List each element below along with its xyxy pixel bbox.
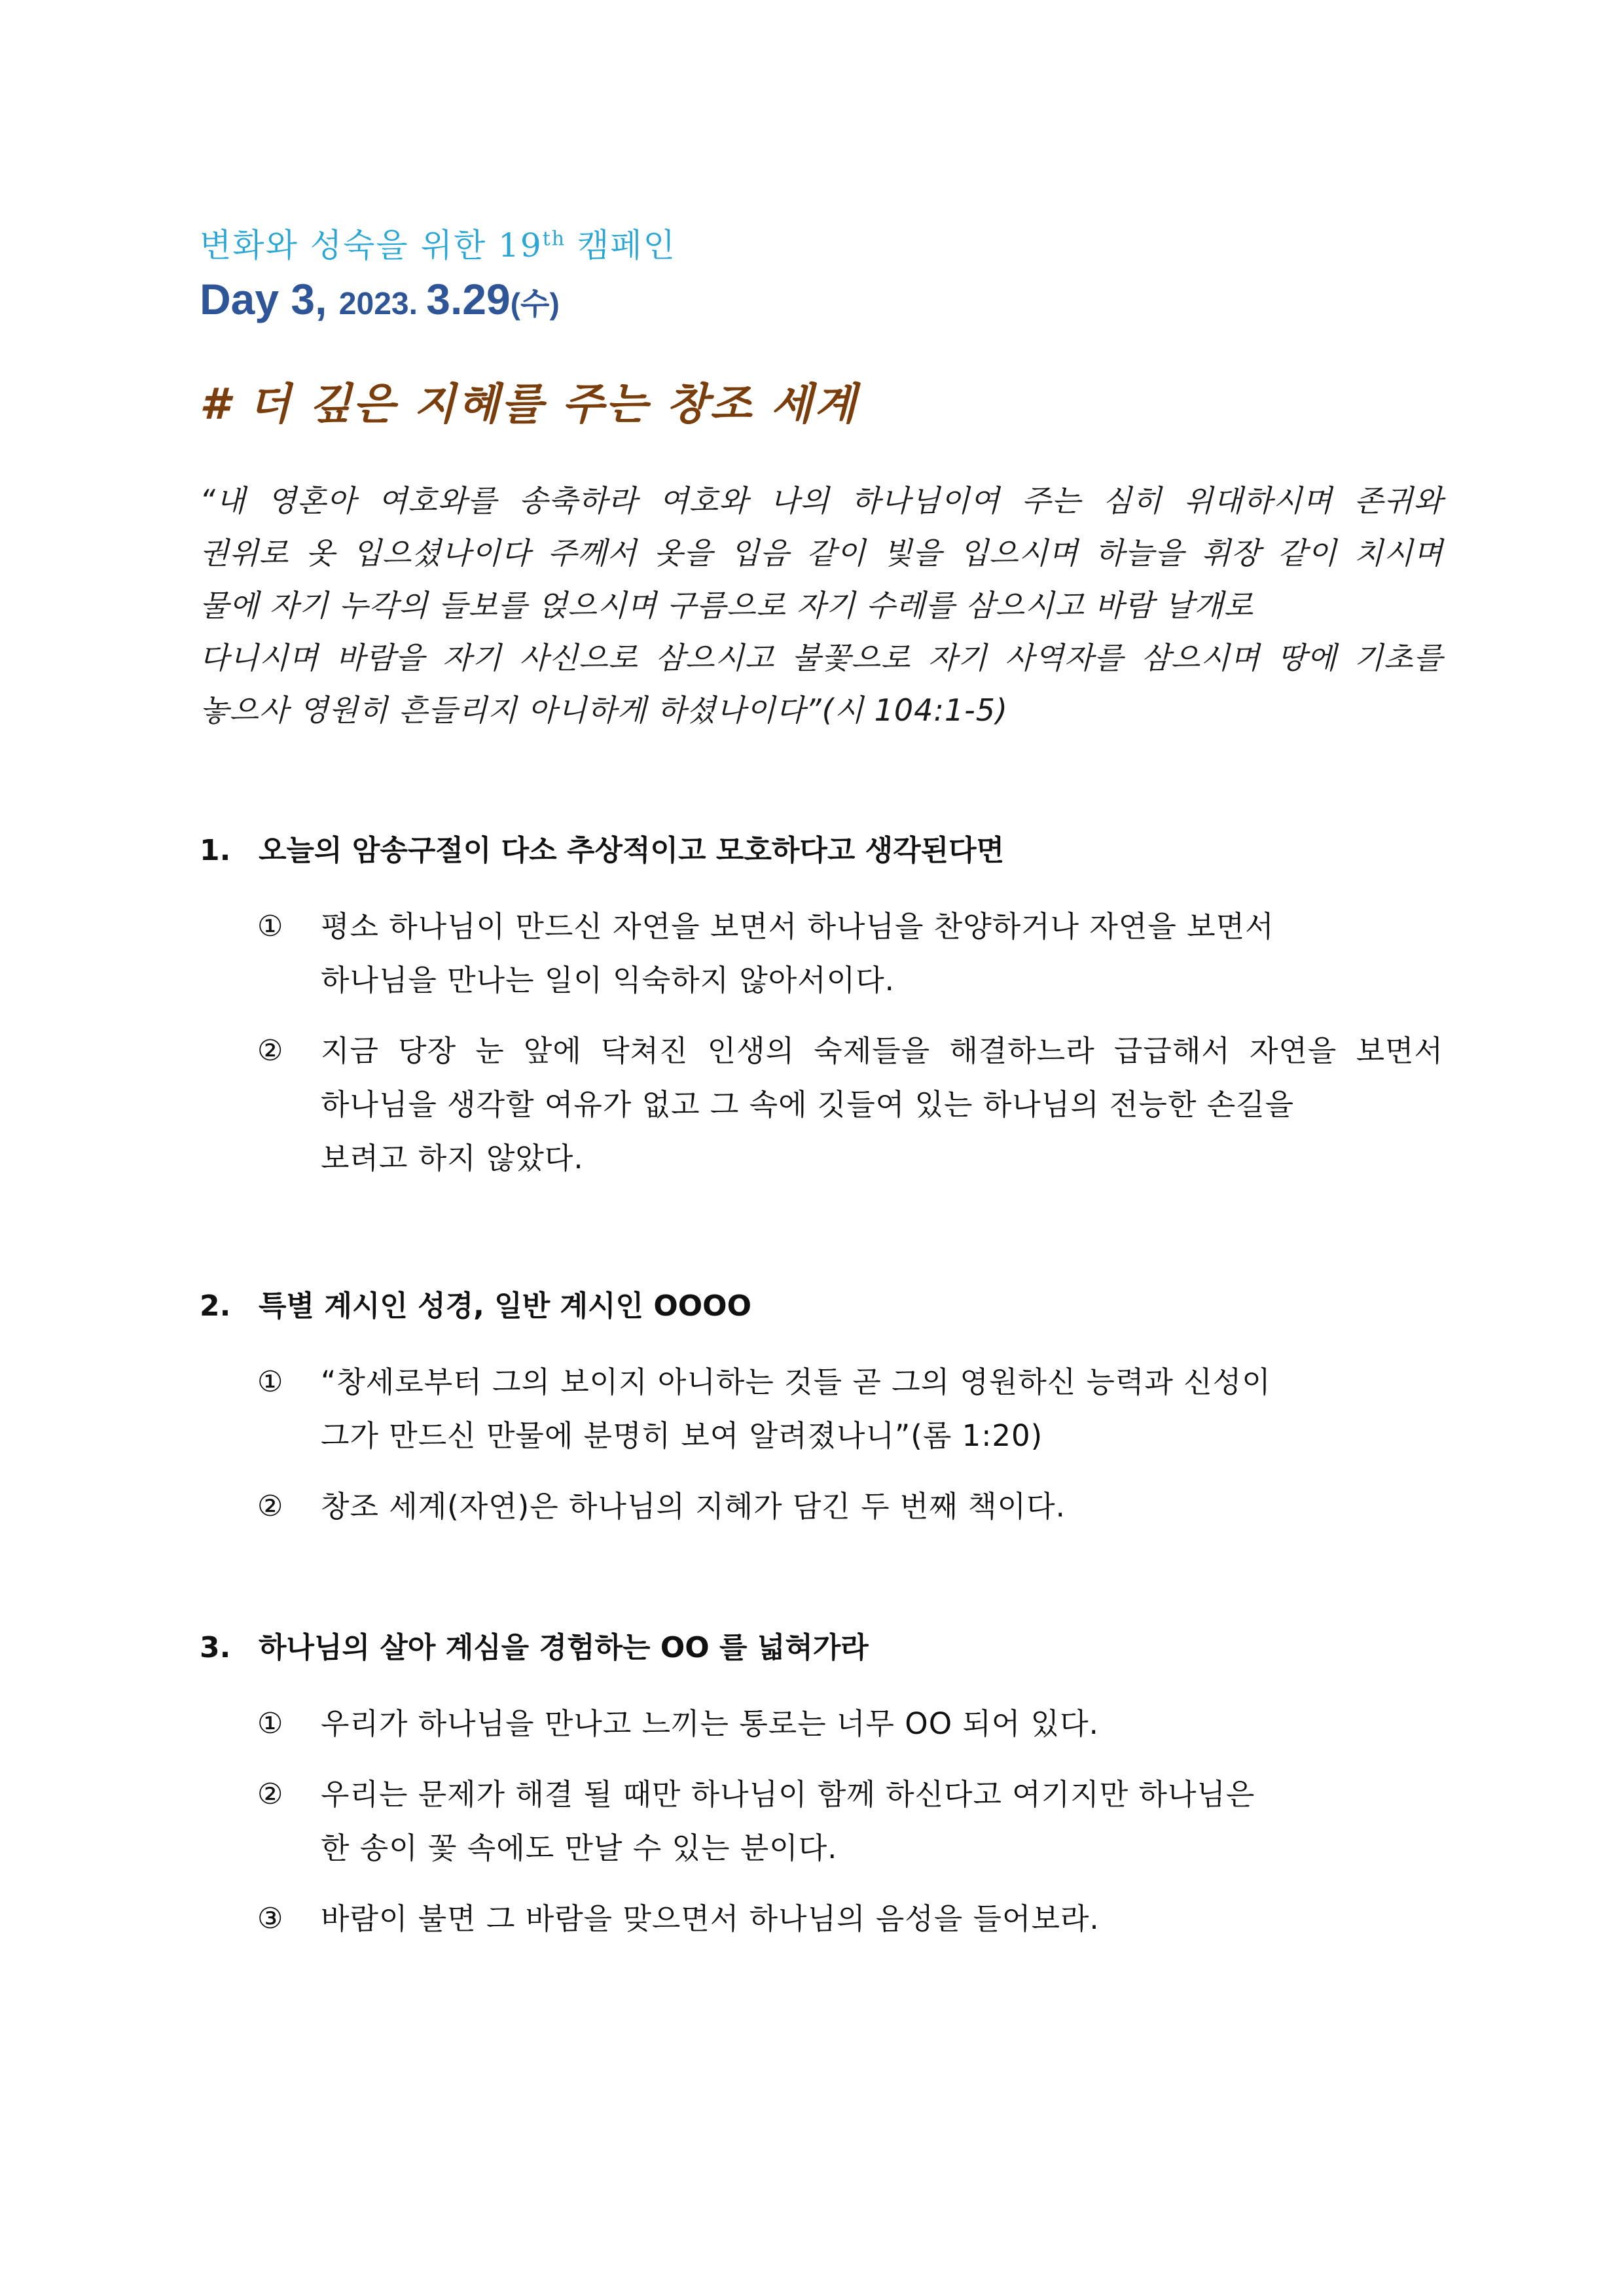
list-item	[200, 1892, 1443, 1946]
section-heading-text: 하나님의 살아 계심을 경험하는 OO 를 넓혀가라	[259, 1631, 869, 1664]
page-title: # 더 깊은 지혜를 주는 창조 세계	[200, 379, 858, 429]
day-year: 2023.	[338, 287, 427, 321]
section-2	[200, 1283, 1443, 1534]
list-item	[200, 1024, 1443, 1185]
section-heading	[200, 1625, 1443, 1671]
list-item	[200, 1355, 1443, 1463]
item-line: 그가 만드신 만물에 분명히 보여 알려졌나니”(롬 1:20)	[321, 1418, 1043, 1453]
item-line: 우리는 문제가 해결 될 때만 하나님이 함께 하신다고 여기지만 하나님은	[321, 1777, 1255, 1812]
quote-line: 물에 자기 누각의 들보를 얹으시며 구름으로 자기 수레를 삼으시고 바람 날개로	[200, 588, 1254, 623]
section-heading	[200, 828, 1443, 874]
quote-line: 권위로 옷 입으셨나이다 주께서 옷을 입음 같이 빛을 입으시며 하늘을 휘장 같이 치시며	[200, 535, 1443, 571]
day-date: 3.29	[426, 275, 511, 323]
list-item	[200, 1697, 1443, 1751]
item-marker: ①	[257, 1365, 283, 1399]
item-line: 지금 당장 눈 앞에 닥쳐진 인생의 숙제들을 해결하느라 급급해서 자연을 보면서	[321, 1033, 1443, 1068]
item-line: 창조 세계(자연)은 하나님의 지혜가 담긴 두 번째 책이다.	[321, 1489, 1066, 1524]
list-item	[200, 1480, 1443, 1534]
item-line: 하나님을 생각할 여유가 없고 그 속에 깃들여 있는 하나님의 전능한 손길을	[321, 1087, 1295, 1122]
campaign-prefix: 변화와 성숙을 위한 19	[200, 226, 543, 264]
campaign-suffix: 캠페인	[566, 226, 676, 264]
section-number: 1.	[200, 834, 231, 867]
section-1	[200, 828, 1443, 1185]
document-page	[200, 223, 1443, 1963]
section-3	[200, 1625, 1443, 1946]
item-line: 평소 하나님이 만드신 자연을 보면서 하나님을 찬양하거나 자연을 보면서	[321, 909, 1274, 944]
item-line: 바람이 불면 그 바람을 맞으면서 하나님의 음성을 들어보라.	[321, 1901, 1100, 1936]
quote-line: 놓으사 영원히 흔들리지 아니하게 하셨나이다”(시 104:1-5)	[200, 692, 1008, 728]
campaign-subtitle	[200, 223, 1443, 268]
list-item	[200, 900, 1443, 1007]
list-item	[200, 1768, 1443, 1875]
item-marker: ①	[257, 910, 283, 943]
item-line: 우리가 하나님을 만나고 느끼는 통로는 너무 OO 되어 있다.	[321, 1706, 1099, 1741]
section-heading	[200, 1283, 1443, 1329]
item-line: 하나님을 만나는 일이 익숙하지 않아서이다.	[321, 963, 895, 997]
item-line: 한 송이 꽃 속에도 만날 수 있는 분이다.	[321, 1831, 838, 1865]
item-marker: ③	[257, 1902, 283, 1935]
section-heading-text: 특별 계시인 성경, 일반 계시인 OOOO	[259, 1289, 751, 1323]
day-label: Day 3,	[200, 275, 339, 323]
item-marker: ②	[257, 1034, 283, 1067]
campaign-superscript: th	[542, 227, 566, 251]
scripture-quote	[200, 475, 1443, 736]
item-marker: ②	[257, 1778, 283, 1811]
section-heading-text: 오늘의 암송구절이 다소 추상적이고 모호하다고 생각된다면	[259, 834, 1005, 867]
item-line: “창세로부터 그의 보이지 아니하는 것들 곧 그의 영원하신 능력과 신성이	[321, 1365, 1271, 1399]
section-number: 3.	[200, 1631, 231, 1664]
section-number: 2.	[200, 1289, 231, 1323]
item-marker: ②	[257, 1490, 283, 1523]
day-heading	[200, 270, 1443, 341]
item-line: 보려고 하지 않았다.	[321, 1141, 584, 1175]
item-marker: ①	[257, 1707, 283, 1740]
quote-line: “내 영혼아 여호와를 송축하라 여호와 나의 하나님이여 주는 심히 위대하시며 존귀와	[200, 483, 1443, 518]
quote-line: 다니시며 바람을 자기 사신으로 삼으시고 불꽃으로 자기 사역자를 삼으시며 땅에 기초를	[200, 640, 1443, 675]
day-weekday: (수)	[510, 287, 560, 321]
